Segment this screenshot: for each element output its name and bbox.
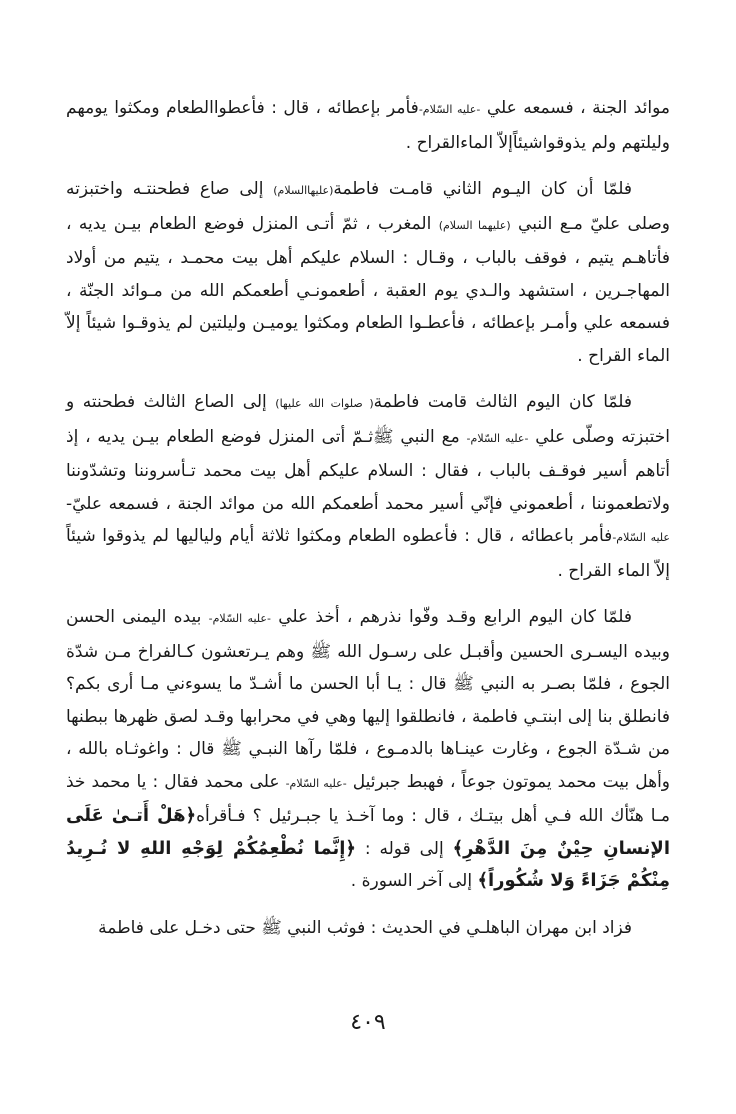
text-segment: بيده اليمنى الحسن وبيده اليسـرى الحسين وأقبـل على رسـول الله ﷺ وهم يـرتعشون كـالفراخ مـن شدّة الجوع ، فلمّا بصـر به النبي ﷺ قال : يـا أبا الحسن ما أشـدّ ما يسوءني مـا أرى بكم؟ فانطلق بنا إلى ابنتـي فاطمة ، فانطلقوا إليها وهي في محرابها وقـد لصق ظهرها ببطنها من شـدّة الجوع ، وغارت عينـاها بالدمـوع ، فلمّا رآها النبـي ﷺ قال : واغوثـاه بالله ، وأهل بيت محمد يموتون جوعاً ، فهبط جبرئيل (66, 607, 670, 792)
paragraph-5 (66, 912, 670, 945)
paragraph-2 (66, 173, 670, 372)
quran-verse: ﴿هَلْ أَتـىٰ عَلَى الإنسانِ حِيْنٌ مِنَ الدَّهْرِ﴾ (66, 805, 671, 859)
honorific-note: (عليهما السلام) (438, 218, 511, 232)
text-segment: فأمر بإعطائه ، قال : فأعطواالطعام ومكثوا يومهم وليلتهم ولم يذوقواشيئاًإلاّ الماءالقراح . (66, 98, 670, 153)
paragraph-3 (66, 386, 670, 587)
text-segment: إلى آخر السورة . (350, 871, 478, 891)
text-segment: فزاد ابن مهران الباهلـي في الحديث : فوثب النبي ﷺ حتى دخـل على فاطمة (98, 917, 632, 938)
text-segment: فلمّا كان اليوم الثالث قامت فاطمة (373, 392, 632, 412)
text-segment: إلى صاع فطحنتـه واختبزته وصلى عليّ مـع النبي (66, 179, 670, 234)
text-segment: فلمّا كان اليوم الرابع وقـد وفّوا نذرهم ، أخذ علي (270, 607, 632, 627)
honorific-note: (عليهاالسلام) (273, 184, 334, 197)
text-segment: المغرب ، ثمّ أتـى المنزل فوضع الطعام بيـن يديه ، فأتاهـم يتيم ، فوقف بالباب ، وقـال : السلام عليكم أهل بيت محمـد ، يتيم من أولاد المهاجـرين ، استشهد والـدي يوم العقبة ، أطعمونـي أطعمكم الله من مـوائد الجنّة ، فسمعه علي وأمـر بإعطائه ، فأعطـوا الطعام ومكثوا يوميـن وليلتين لم يذوقـوا شيئاً إلاّ الماء القراح . (66, 213, 670, 366)
text-segment: إلى الصاع الثالث فطحنته و اختبزته وصلّى علي (66, 392, 670, 447)
paragraph-4 (66, 601, 670, 898)
text-segment: على محمد فقال : يا محمد خذ مـا هنّأك الله فـي أهل بيتـك ، قال : وما آخـذ يا جبـرئيل ؟ فـأقرأه (66, 771, 670, 826)
honorific-note: -عليه السّلام- (285, 776, 347, 790)
text-segment: فأمر باعطائه ، قال : فأعطوه الطعام ومكثوا ثلاثة أيام ولياليها لم يذوقوا شيئاً إلاّ الماء القراح . (66, 526, 670, 581)
quran-verse: ﴿إِنَّما نُطْعِمُكُمْ لِوَجْهِ اللهِ لا نُـرِيدُ مِنْكُمْ جَزَاءً وَلا شُكُوراً﴾ (66, 837, 670, 891)
text-segment: مع النبي ﷺثـمّ أتى المنزل فوضع الطعام بيـن يديه ، إذ أتاهم أسير فوقـف بالباب ، فقال : السلام عليكم أهل بيت محمد تـأسروننا وتشدّوننا ولاتطعموننا ، أطعموني فإنّي أسير محمد أطعمكم الله من موائد الجنة ، فسمعه عليّ- (66, 426, 670, 514)
honorific-note: -عليه السّلام- (466, 431, 529, 445)
honorific-note: -عليه السّلام- (208, 612, 271, 625)
text-segment: إلى قوله : (355, 838, 453, 859)
page-text (66, 92, 670, 944)
text-segment: موائد الجنة ، فسمعه علي (480, 98, 670, 118)
text-segment: فلمّا أن كان اليـوم الثاني قامـت فاطمة (333, 179, 632, 199)
honorific-note: ( صلوات الله عليها) (275, 397, 374, 410)
paragraph-1 (66, 92, 670, 159)
honorific-note: -عليه السّلام- (418, 103, 481, 116)
page-number: ٤٠٩ (350, 1010, 386, 1035)
honorific-note: عليه السّلام- (612, 531, 670, 544)
